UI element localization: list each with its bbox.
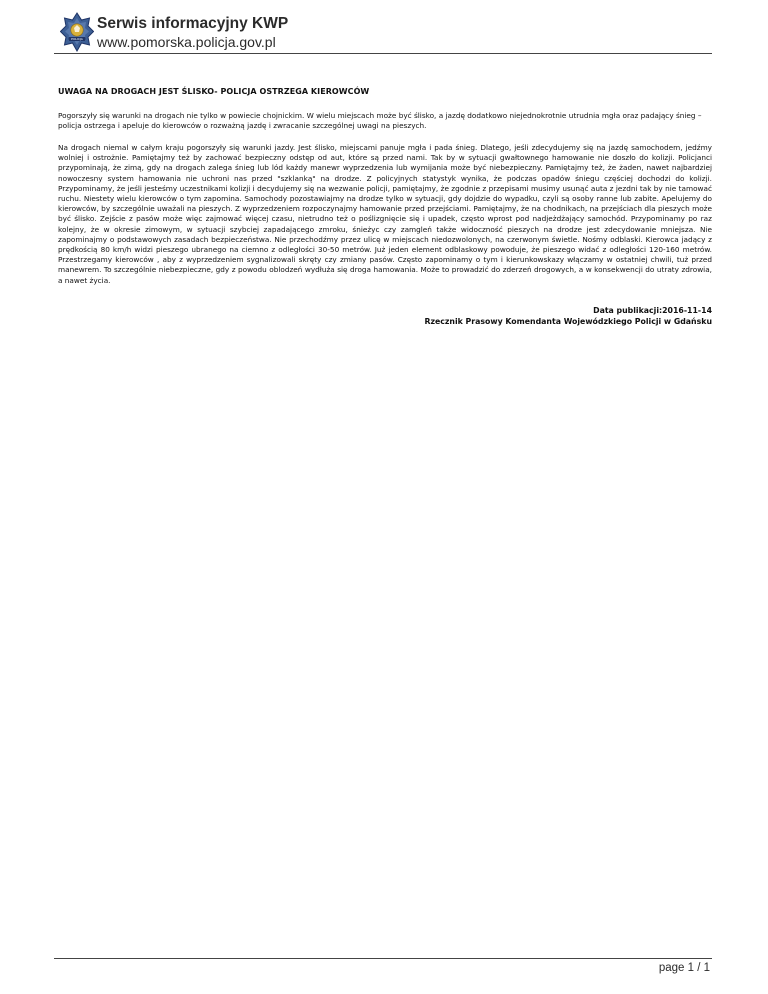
publication-info xyxy=(424,306,712,327)
site-header xyxy=(60,12,712,54)
header-divider xyxy=(54,53,712,54)
publication-date: Data publikacji:2016-11-14 xyxy=(593,306,712,315)
site-title: Serwis informacyjny KWP xyxy=(97,15,289,32)
site-url[interactable]: www.pomorska.policja.gov.pl xyxy=(97,34,276,50)
article-body: Na drogach niemal w całym kraju pogorszyły się warunki jazdy. Jest ślisko, miejscami panuje mgła i pada śnieg. Dlatego, jeśli zdecydujemy się na jazdę samochodem, jedźmy wolniej i ostrożnie. Pamiętajmy też by zachować bezpieczny odstęp od aut, które są przed nami. Tak by w sytuacji gwałtownego hamowanie nie doszło do kolizji. Policjanci przypominają, że zimą, gdy na drogach zalega śnieg lub lód każdy manewr wyprzedzenia lub wymijania może być niebezpieczny. Pamiętajmy też, że żaden, nawet najbardziej nowoczesny system hamowania nie uchroni nas przed "szklanką" na drodze. Z policyjnych statystyk wynika, że podczas opadów śniegu częściej dochodzi do kolizji. Przypominamy, że jeśli jesteśmy uczestnikami kolizji i decydujemy się na wezwanie policji, pamiętajmy, że zgodnie z przepisami musimy usunąć auta z jezdni tak by nie tamować ruchu. Niestety wielu kierowców o tym zapomina. Samochody pozostawiajmy na drodze tylko w sytuacji, gdy dojdzie do wypadku, czyli są osoby ranne lub zabite. Apelujemy do kierowców, by szczególnie uważali na pieszych. Z wyprzedzeniem rozpoczynajmy hamowanie przed przejściami. Pamiętajmy, że na chodnikach, na przejściach dla pieszych może być ślisko. Zejście z pasów może więc zajmować więcej czasu, nietrudno też o poślizgnięcie się i upadek, często wprost pod nadjeżdżający samochód. Przypominamy po raz kolejny, że w okresie zimowym, w sytuacji szybciej zapadającego zmroku, śnieżyc czy zamgleń także widoczność pieszych na drodze jest zdecydowanie mniejsza. Nie zapominajmy o podstawowych zasadach bezpieczeństwa. Nie przechodźmy przez ulicę w miejscach niedozwolonych, na czerwonym świetle. Nośmy odblaski. Kierowca jadący z prędkością 80 km/h widzi pieszego ubranego na ciemno z odległości 30-50 metrów. Już jeden element odblaskowy powoduje, że pieszego widać z odległości 120-160 metrów. Przestrzegamy kierowców , aby z wyprzedzeniem sygnalizowali skręty czy zmiany pasów. Często zapominamy o tym i kierunkowskazy włączamy w ostatniej chwili, tuż przed manewrem. To szczególnie niebezpieczne, gdy z powodu oblodzeń wydłuża się droga hamowania. Może to prowadzić do zderzeń drogowych, a w konsekwencji do utraty zdrowia, a nawet życia. xyxy=(58,143,712,285)
badge-text: POLICJA xyxy=(71,37,83,42)
article-lead: Pogorszyły się warunki na drogach nie tylko w powiecie chojnickim. W wielu miejscach może być ślisko, a jazdę dodatkowo niejednokrotnie utrudnia mgła oraz padający śnieg – policja ostrzega i apeluje do kierowców o rozważną jazdę i zwracanie szczególnej uwagi na pieszych. xyxy=(58,111,702,131)
footer-divider xyxy=(54,958,712,959)
page-number: page 1 / 1 xyxy=(658,962,710,974)
article-title: UWAGA NA DROGACH JEST ŚLISKO- POLICJA OSTRZEGA KIEROWCÓW xyxy=(58,87,370,96)
police-star-badge-icon xyxy=(60,12,94,52)
author: Rzecznik Prasowy Komendanta Wojewódzkiego Policji w Gdańsku xyxy=(424,316,712,326)
